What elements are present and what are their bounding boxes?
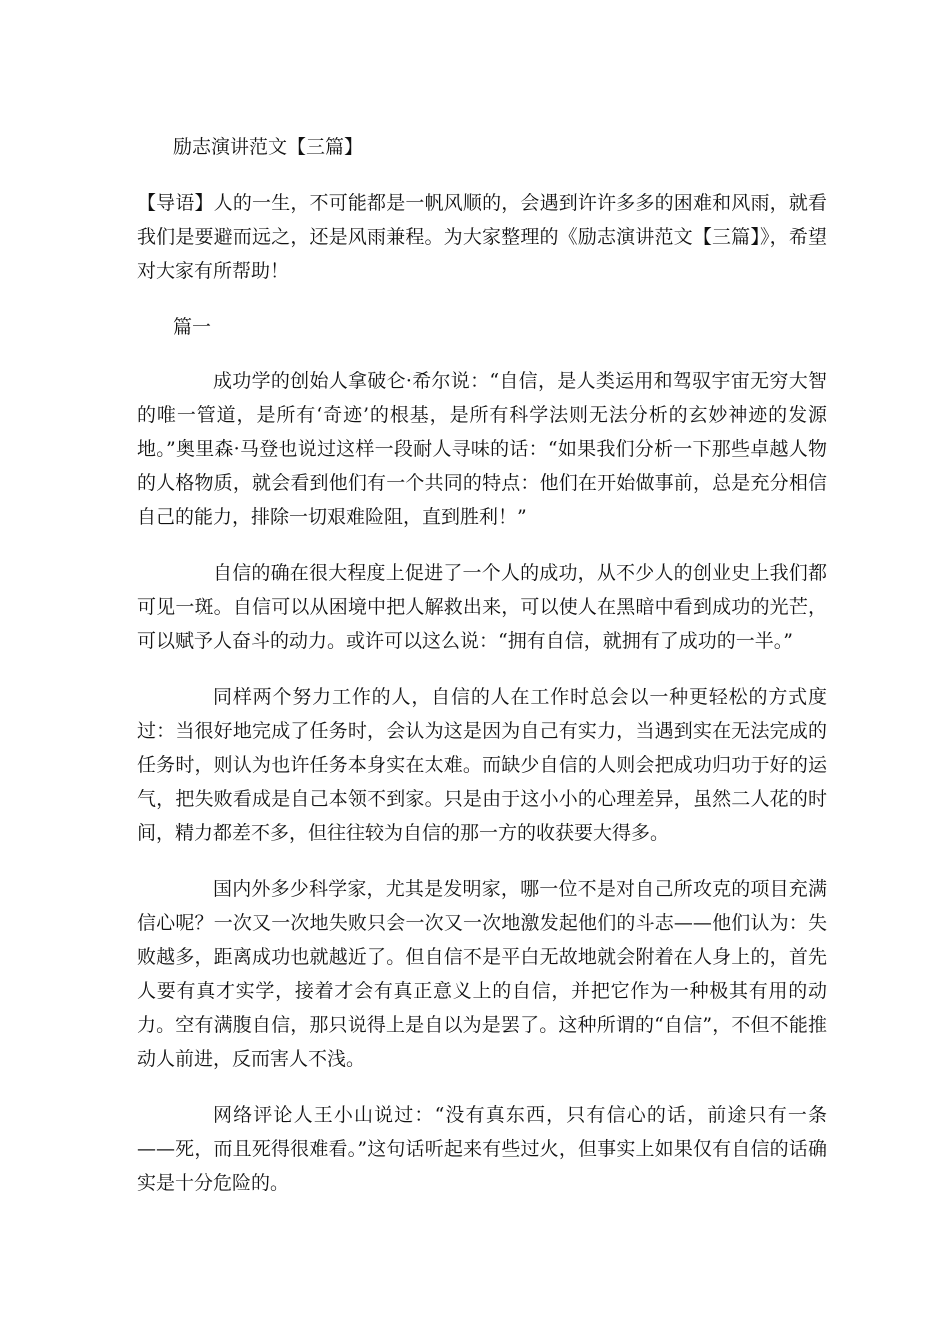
body-paragraph: 自信的确在很大程度上促进了一个人的成功，从不少人的创业史上我们都可见一斑。自信可以从困境中把人解救出来，可以使人在黑暗中看到成功的光芒，可以赋予人奋斗的动力。或许可以这么说：“拥有自信，就拥有了成功的一半。”: [137, 562, 827, 652]
body-paragraph: 同样两个努力工作的人，自信的人在工作时总会以一种更轻松的方式度过：当很好地完成了任务时，会认为这是因为自己有实力，当遇到实在无法完成的任务时，则认为也许任务本身实在太难。而缺少自信的人则会把成功归功于好的运气，把失败看成是自己本领不到家。只是由于这小小的心理差异，虽然二人花的时间，精力都差不多，但往往较为自信的那一方的收获要大得多。: [137, 686, 827, 844]
body-paragraph: 国内外多少科学家，尤其是发明家，哪一位不是对自己所攻克的项目充满信心呢？一次又一次地失败只会一次又一次地激发起他们的斗志——他们认为：失败越多，距离成功也就越近了。但自信不是平白无故地就会附着在人身上的，首先人要有真才实学，接着才会有真正意义上的自信，并把它作为一种极其有用的动力。空有满腹自信，那只说得上是自以为是罢了。这种所谓的“自信”，不但不能推动人前进，反而害人不浅。: [137, 878, 827, 1070]
section-heading: 篇一: [173, 316, 212, 338]
body-paragraph: 成功学的创始人拿破仑·希尔说：“自信，是人类运用和驾驭宇宙无穷大智的唯一管道，是所有‘奇迹’的根基，是所有科学法则无法分析的玄妙神迹的发源地。”奥里森·马登也说过这样一段耐人寻味的话：“如果我们分析一下那些卓越人物的人格物质，就会看到他们有一个共同的特点：他们在开始做事前，总是充分相信自己的能力，排除一切艰难险阻，直到胜利！”: [137, 370, 827, 528]
document-page: [137, 130, 827, 1200]
intro-paragraph: 【导语】人的一生，不可能都是一帆风顺的，会遇到许许多多的困难和风雨，就看我们是要避而远之，还是风雨兼程。为大家整理的《励志演讲范文【三篇】》，希望对大家有所帮助！: [137, 192, 827, 282]
body-paragraph: 网络评论人王小山说过：“没有真东西，只有信心的话，前途只有一条——死，而且死得很难看。”这句话听起来有些过火，但事实上如果仅有自信的话确实是十分危险的。: [137, 1104, 827, 1194]
document-title: 励志演讲范文【三篇】: [173, 136, 364, 158]
